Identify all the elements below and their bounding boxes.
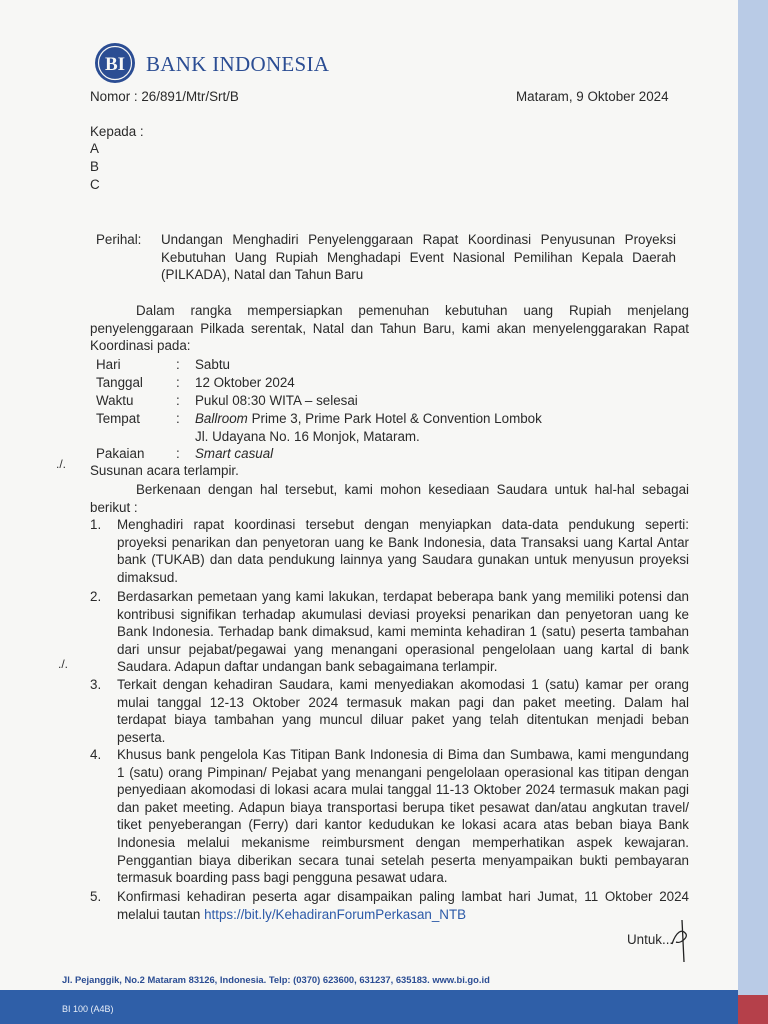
detail-value-address: Jl. Udayana No. 16 Monjok, Mataram. bbox=[195, 429, 420, 444]
place-date: Mataram, 9 Oktober 2024 bbox=[516, 89, 669, 104]
detail-label: Waktu bbox=[96, 393, 134, 408]
list-item bbox=[117, 888, 689, 923]
margin-mark: ./. bbox=[58, 657, 69, 671]
list-item-line: kontribusi signifikan terhadap akumulasi deviasi proyeksi penarikan dan penyetoran uang ke bbox=[117, 606, 689, 622]
subject-line: (PILKADA), Natal dan Tahun Baru bbox=[161, 267, 364, 283]
list-item-line: dan paket meeting. Adapun biaya transportasi berupa tiket pesawat dan/atau angkutan travel/ bbox=[117, 799, 689, 815]
margin-mark: ./. bbox=[56, 457, 67, 471]
list-item-line: Khusus bank pengelola Kas Titipan Bank Indonesia di Bima dan Sumbawa, kami mengundang bbox=[117, 747, 689, 762]
list-item-line: penyediaan akomodasi di lokasi acara mulai tanggal 11-13 Oktober 2024 termasuk makan pagi bbox=[117, 782, 689, 798]
list-number: 1. bbox=[90, 517, 102, 532]
detail-value: Smart casual bbox=[195, 446, 274, 461]
intro-line: penyelenggaraan Pilkada serentak, Natal dan Tahun Baru, kami akan menyelenggarakan Rapat bbox=[90, 320, 689, 336]
list-item-line: proyeksi penarikan dan penyetoran uang ke Bank Indonesia, data Transaksi uang Kartal Antar bbox=[117, 534, 689, 550]
list-item-line: Bank Indonesia. Terhadap bank dimaksud, kami meminta kehadiran 1 (satu) peserta tambahan bbox=[117, 624, 689, 640]
recipient-item: A bbox=[90, 141, 99, 156]
venue-name: Prime 3, Prime Park Hotel & Convention Lombok bbox=[247, 411, 542, 426]
list-item-line: dimaksud. bbox=[117, 569, 179, 585]
list-item-line: Indonesia melalui mekanisme reimbursment dengan memperhatikan aspek kewajaran. bbox=[117, 834, 689, 850]
bank-indonesia-logo-icon bbox=[94, 42, 136, 84]
list-item-line: Konfirmasi kehadiran peserta agar disampaikan paling lambat hari Jumat, 11 Oktober 2024 bbox=[117, 889, 689, 904]
side-strip bbox=[738, 0, 768, 995]
detail-value: 12 Oktober 2024 bbox=[195, 375, 295, 390]
recipient-label: Kepada : bbox=[90, 124, 144, 139]
request-paragraph bbox=[90, 481, 689, 516]
detail-colon: : bbox=[176, 393, 180, 408]
detail-value: Pukul 08:30 WITA – selesai bbox=[195, 393, 358, 408]
detail-colon: : bbox=[176, 375, 180, 390]
detail-colon: : bbox=[176, 357, 180, 372]
list-item-line: termasuk boarding pass bagi pengguna pesawat udara. bbox=[117, 870, 448, 886]
list-item bbox=[117, 676, 689, 746]
list-number: 5. bbox=[90, 889, 102, 904]
intro-line: Koordinasi pada: bbox=[90, 338, 191, 354]
list-item-line: Berdasarkan pemetaan yang kami lakukan, terdapat beberapa bank yang memiliki potensi dan bbox=[117, 589, 689, 604]
logo-lettering: BI bbox=[104, 54, 126, 75]
detail-value: Sabtu bbox=[195, 357, 230, 372]
intro-paragraph bbox=[90, 302, 689, 355]
initial-signature-icon bbox=[668, 914, 698, 964]
subject-line: Undangan Menghadiri Penyelenggaraan Rapat Koordinasi Penyusunan Proyeksi bbox=[161, 232, 676, 247]
confirmation-link[interactable]: https://bit.ly/KehadiranForumPerkasan_NTB bbox=[204, 906, 467, 922]
recipient-item: C bbox=[90, 177, 100, 192]
intro-line: Dalam rangka mempersiapkan pemenuhan kebutuhan uang Rupiah menjelang bbox=[136, 303, 689, 318]
list-item-line: mulai tanggal 12-13 Oktober 2024 termasuk makan pagi dan paket meeting. Dalam hal bbox=[117, 694, 689, 710]
list-item bbox=[117, 746, 689, 887]
venue-italic: Ballroom bbox=[195, 411, 248, 426]
subject-text bbox=[161, 231, 676, 284]
list-number: 2. bbox=[90, 589, 102, 604]
letter-number: Nomor : 26/891/Mtr/Srt/B bbox=[90, 89, 239, 104]
list-number: 3. bbox=[90, 677, 102, 692]
request-line: berikut : bbox=[90, 499, 138, 515]
detail-label: Pakaian bbox=[96, 446, 145, 461]
form-code: BI 100 (A4B) bbox=[62, 1004, 114, 1014]
list-item-line: terdapat biaya tambahan yang muncul diluar paket yang telah ditentukan menjadi beban bbox=[117, 712, 689, 728]
recipient-item: B bbox=[90, 159, 99, 174]
list-item-line: melalui tautan bbox=[117, 906, 205, 922]
list-item-line: bank (TUKAB) dan data pendukung lainnya yang Saudara gunakan untuk menyusun proyeksi bbox=[117, 552, 689, 568]
list-item-line: peserta. bbox=[117, 729, 166, 745]
subject-line: Kebutuhan Uang Rupiah Menghadapi Event Nasional Pemilihan Kepala Daerah bbox=[161, 249, 676, 265]
continuation-marker: Untuk... bbox=[627, 932, 674, 947]
list-item-line: dari unsur pejabat/pegawai yang menangani operasional pengelolaan uang kartal di bank bbox=[117, 641, 689, 657]
detail-label: Tempat bbox=[96, 411, 140, 426]
list-item bbox=[117, 588, 689, 676]
detail-colon: : bbox=[176, 446, 180, 461]
detail-label: Hari bbox=[96, 357, 121, 372]
list-item-line: Penggantian biaya diberikan secara tunai setelah peserta menyampaikan bukti pembayaran bbox=[117, 852, 689, 868]
list-item-line: Menghadiri rapat koordinasi tersebut dengan menyiapkan data-data pendukung seperti: bbox=[117, 517, 689, 532]
agenda-note: Susunan acara terlampir. bbox=[90, 463, 239, 478]
list-number: 4. bbox=[90, 747, 102, 762]
list-item-line: Terkait dengan kehadiran Saudara, kami menyediakan akomodasi 1 (satu) kamar per orang bbox=[117, 677, 689, 692]
list-item-line: 1 (satu) orang Pimpinan/ Pejabat yang menangani pengelolaan operasional kas titipan dengan bbox=[117, 764, 689, 780]
subject-label: Perihal: bbox=[96, 232, 142, 247]
list-item bbox=[117, 516, 689, 586]
bank-name: BANK INDONESIA bbox=[146, 52, 330, 76]
side-strip-accent bbox=[738, 995, 768, 1024]
footer-address: Jl. Pejanggik, No.2 Mataram 83126, Indonesia. Telp: (0370) 623600, 631237, 635183. www.bi.go.id bbox=[62, 974, 490, 985]
detail-value bbox=[195, 410, 542, 428]
detail-colon: : bbox=[176, 411, 180, 426]
detail-label: Tanggal bbox=[96, 375, 143, 390]
list-item-line: tiket penyeberangan (Ferry) dari kantor kedudukan ke lokasi acara atas beban biaya Bank bbox=[117, 817, 689, 833]
list-item-line: Saudara. Adapun daftar undangan bank sebagaimana terlampir. bbox=[117, 659, 498, 675]
request-line: Berkenaan dengan hal tersebut, kami mohon kesediaan Saudara untuk hal-hal sebagai bbox=[136, 482, 689, 497]
